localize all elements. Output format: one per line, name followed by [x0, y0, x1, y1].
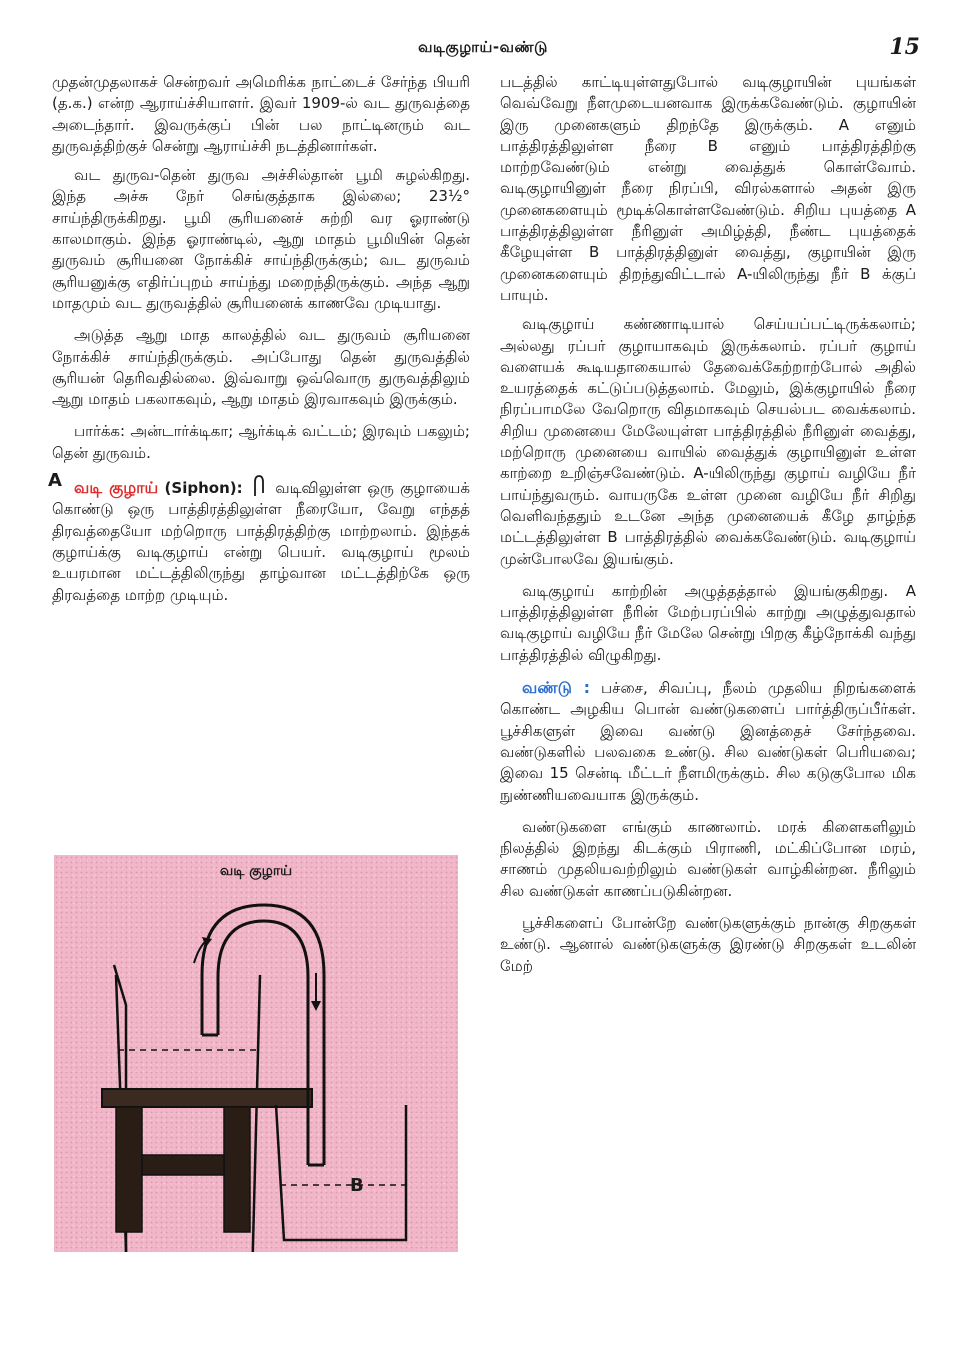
paragraph: வடிகுழாய் காற்றின் அழுத்தத்தால் இயங்குகிறது. A பாத்திரத்திலுள்ள நீரின் மேற்பரப்பில் காற்று அழுத்துவதால் வடிகுழாய் வழியே நீர் மேலே சென்று பிறகு கீழ்நோக்கி வந்து பாத்திரத்தில் விழுகிறது.: [500, 581, 916, 664]
paragraph: வடிகுழாய் கண்ணாடியால் செய்யப்பட்டிருக்கலாம்; அல்லது ரப்பர் குழாயாகவும் இருக்கலாம். ரப்பர் குழாய் வளையக் கூடியதாகையால் தேவைக்கேற்றாற்போல் அதில் உயரத்தைக் கட்டுப்படுத்தலாம். மேலும், இக்குழாயில் நீரை நிரப்பாமலே வேறொரு விதமாகவும் செயல்பட வைக்கலாம். சிறிய முனையை மேலேயுள்ள பாத்திரத்தில் நீரினுள் வைத்து, மற்றொரு முனையை வாயில் வைத்துக் குழாயினுள் உள்ள காற்றை உறிஞ்சவேண்டும். A-யிலிருந்து குழாய் வழியே நீர் பாய்ந்துவரும். வாயருகே உள்ள முனை வழியே நீர் சிறிது வெளிவந்ததும் உடனே அந்த முனையைக் கீழே தாழ்ந்த மட்டத்திலுள்ள B பாத்திரத்தில் வைக்கவேண்டும். வடிகுழாய் முன்போலவே இயங்கும்.: [500, 315, 916, 568]
siphon-tube-outer: [202, 905, 324, 1165]
paragraph: அடுத்த ஆறு மாத காலத்தில் வட துருவம் சூரியனை நோக்கிச் சாய்ந்திருக்கும். அப்போது தென் துருவத்தில் சூரியன் தெரிவதில்லை. இவ்வாறு ஒவ்வொரு துருவத்திலும் ஆறு மாதம் பகலாகவும், ஆறு மாதம் இரவாகவும் இருக்கும்.: [52, 326, 470, 409]
beetle-heading: வண்டு :: [522, 678, 591, 698]
vessel-b-outline: [276, 1105, 406, 1240]
siphon-illustration: [54, 855, 458, 1252]
table-leg-right: [224, 1107, 250, 1232]
siphon-figure: [54, 855, 458, 1252]
siphon-heading: வடி குழாய்: [74, 478, 159, 498]
table-top: [102, 1089, 312, 1107]
siphon-entry: [52, 475, 470, 606]
paragraph: வட துருவ-தென் துருவ அச்சில்தான் பூமி சுழல்கிறது. இந்த அச்சு நேர் செங்குத்தாக இல்லை; 23½° சாய்ந்திருக்கிறது. பூமி சூரியனைச் சுற்றி வர ஓராண்டு காலமாகும். இந்த ஓராண்டில், ஆறு மாதம் பூமியின் தென் துருவம் சூரியனை நோக்கிச் சாய்ந்திருக்கும்; வட துருவம் சூரியனுக்கு எதிர்ப்புறம் சாய்ந்து மறைந்திருக்கும். அந்த ஆறு மாதமும் வட துருவத்தில் சூரியனைக் காணவே முடியாது.: [52, 166, 470, 312]
paragraph: வண்டுகளை எங்கும் காணலாம். மரக் கிளைகளிலும் நிலத்தில் இறந்து கிடக்கும் பிராணி, மட்கிப்போன மரம், சாணம் முதலியவற்றிலும் வண்டுகள் வாழ்கின்றன. நீரிலும் சில வண்டுகள் காணப்படுகின்றன.: [500, 817, 916, 900]
paragraph: முதன்முதலாகச் சென்றவர் அமெரிக்க நாட்டைச் சேர்ந்த பியரி (த.க.) என்ற ஆராய்ச்சியாளர். இவர் 1909-ல் வட துருவத்தை அடைந்தார். இவருக்குப் பின் பல நாட்டினரும் வட துருவத்திற்குச் சென்று ஆராய்ச்சி நடத்தினார்கள்.: [52, 73, 470, 155]
beetle-entry: [500, 677, 916, 806]
page-number: 15: [889, 34, 920, 60]
running-header: வடிகுழாய்-வண்டு: [418, 38, 548, 56]
right-column: [500, 72, 916, 985]
left-column: [52, 72, 470, 614]
paragraph: படத்தில் காட்டியுள்ளதுபோல் வடிகுழாயின் புயங்கள் வெவ்வேறு நீளமுடையனவாக இருக்கவேண்டும். குழாயின் இரு முனைகளும் திறந்தே இருக்கும். A எனும் பாத்திரத்திலுள்ள நீரை B எனும் பாத்திரத்திற்கு மாற்றவேண்டும் என்று வைத்துக் கொள்வோம். வடிகுழாயினுள் நீரை நிரப்பி, விரல்களால் அதன் இரு முனைகளையும் மூடிக்கொள்ளவேண்டும். சிறிய புயத்தை A பாத்திரத்திலுள்ள நீரினுள் அமிழ்த்தி, நீண்ட புயத்தைக் கீழேயுள்ள B பாத்திரத்தினுள் வைத்து, குழாயின் இரு முனைகளையும் திறந்துவிட்டால் A-யிலிருந்து நீர் B க்குப் பாயும்.: [500, 73, 916, 304]
label-b: B: [350, 1175, 364, 1196]
beetle-definition: பச்சை, சிவப்பு, நீலம் முதலிய நிறங்களைக் கொண்ட அழகிய பொன் வண்டுகளைப் பார்த்திருப்பீர்கள். பூச்சிகளுள் இவை வண்டு இனத்தைச் சேர்ந்தவை. வண்டுகளில் பலவகை உண்டு. சில வண்டுகள் பெரியவை; இவை 15 சென்டி மீட்டர் நீளமிருக்கும். சில கடுகுபோல மிக நுண்ணியவையாக இருக்கும்.: [500, 679, 916, 804]
see-also-paragraph: பார்க்க: அன்டார்க்டிகா; ஆர்க்டிக் வட்டம்; இரவும் பகலும்; தென் துருவம்.: [52, 422, 470, 462]
paragraph: பூச்சிகளைப் போன்றே வண்டுகளுக்கும் நான்கு சிறகுகள் உண்டு. ஆனால் வண்டுகளுக்கு இரண்டு சிறகுகள் உடலின் மேற்: [500, 913, 916, 975]
figure-caption: வடி குழாய்: [219, 863, 293, 879]
label-a: A: [48, 470, 62, 491]
siphon-heading-english: (Siphon):: [164, 479, 243, 498]
siphon-shape-icon: [253, 475, 265, 497]
table-leg-left: [116, 1107, 142, 1232]
siphon-definition: வடிவிலுள்ள ஒரு குழாயைக் கொண்டு ஒரு பாத்திரத்திலுள்ள நீரையோ, வேறு எந்தத் திரவத்தையோ மற்றொரு பாத்திரத்திற்கு மாற்றலாம். இந்தக் குழாய்க்கு வடிகுழாய் என்று பெயர். வடிகுழாய் மூலம் உயரமான மட்டத்திலிருந்து தாழ்வான மட்டத்திற்கே ஒரு திரவத்தை மாற்ற முடியும்.: [52, 479, 470, 604]
table-rail: [142, 1155, 224, 1175]
